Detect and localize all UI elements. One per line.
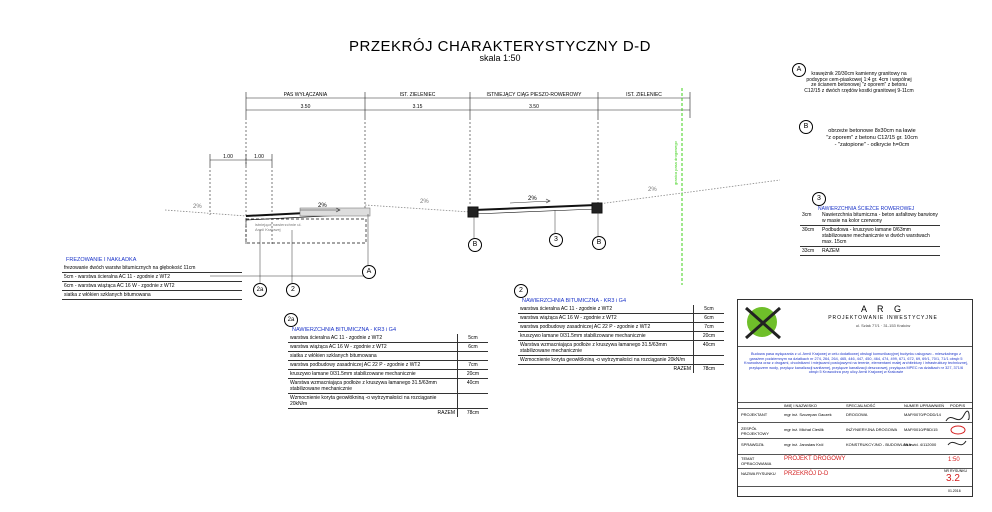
layer-cell: Podbudowa - kruszywo łamane 0/63mm stabilizowane mechanicznie w dwóch warstwach max. 15cm — [820, 226, 940, 247]
thickness-cell: 6cm — [458, 343, 489, 352]
signature-stamp-icon — [944, 409, 972, 455]
thickness-cell: 7cm — [694, 323, 725, 332]
dim-section-3-width: 3.50 — [529, 104, 539, 110]
layer-cell: warstwa wiążąca AC 16 W - zgodnie z WT2 — [288, 343, 458, 352]
legend-b-line: obrzeże betonowe 8x30cm na ławie — [828, 128, 916, 134]
thickness-cell: 7cm — [458, 361, 489, 370]
layers-2-table — [518, 305, 724, 373]
layer-cell: Nawierzchnia bitumiczna - beton asfaltowy barwiony w masie na kolor czerwony — [820, 211, 940, 226]
layers-2a-title: NAWIERZCHNIA BITUMICZNA - KR3 i G4 — [292, 327, 397, 333]
drawing-scale: skala 1:50 — [479, 53, 521, 63]
legend-a-marker: A — [792, 63, 806, 77]
thickness-cell: 20cm — [458, 370, 489, 379]
col-header: IMIĘ I NAZWISKO — [784, 403, 817, 408]
layer-cell: warstwa ścieralna AC 11 - zgodnie z WT2 — [288, 334, 458, 343]
thickness-cell: 40cm — [458, 379, 489, 394]
layer-cell: siatka z włókien szklanych bitumowana — [288, 352, 458, 361]
layer-cell: warstwa podbudowy zasadniczej AC 22 P - zgodnie z WT2 — [288, 361, 458, 370]
layer-cell: kruszywo łamane 0/31.5mm stabilizowane mechanicznie — [288, 370, 458, 379]
layer-cell: warstwa podbudowy zasadniczej AC 22 P - zgodnie z WT2 — [518, 323, 694, 332]
thickness-cell — [694, 356, 725, 365]
thickness-cell: 6cm — [694, 314, 725, 323]
table-row — [518, 332, 724, 341]
table-row — [288, 361, 488, 370]
callout-2: 2 — [286, 283, 300, 297]
layers-2a-table — [288, 334, 488, 417]
phase-label: TEMAT OPRACOWANIA — [741, 456, 772, 466]
layers-2a-marker: 2a — [284, 313, 298, 327]
total-label: RAZEM — [673, 366, 691, 372]
dim-section-1-label: PAS WYŁĄCZANIA — [283, 92, 328, 98]
thickness-cell: 30cm — [800, 226, 820, 247]
table-row — [62, 291, 242, 300]
date-value: 01.2016 — [948, 489, 961, 493]
layer-cell: Wzmocnienie koryta geowłókniną -o wytrzymałości na rozciąganie 20kN/m — [288, 394, 458, 409]
milling-table — [62, 264, 242, 300]
table-row — [800, 211, 940, 226]
dim-section-1-width: 3.50 — [300, 104, 311, 110]
person-name: mgr inż. Michał Cieślik — [784, 427, 824, 432]
table-row — [62, 264, 242, 273]
thickness-cell — [458, 394, 489, 409]
milling-title: FREZOWANIE I NAKŁADKA — [66, 257, 137, 263]
person-name: mgr inż. Szczepan Gaczek — [784, 412, 832, 417]
callout-3: 3 — [549, 233, 563, 247]
layer-cell: warstwa wiążąca AC 16 W - zgodnie z WT2 — [518, 314, 694, 323]
boundary-label: granica pasa drogowego — [673, 141, 678, 185]
company-logo-icon — [742, 304, 786, 342]
dim-section-2-label: IST. ZIELENIEC — [399, 92, 436, 98]
slope-label: 2% — [648, 187, 657, 193]
callout-a: A — [362, 265, 376, 279]
legend-a-text: krawężnik 20/30cm kamienny granitowy na podsypce cem-piaskowej 1:4 gr. 4cm i wspólnej ze ścianem betonowej "z oporem" z betonu C12/15 z dwóch rzędów kostki granitowej 9-11cm — [804, 71, 914, 94]
col-header: PODPIS — [950, 403, 966, 408]
person-spec: INŻYNIERYJNA DROGOWA — [846, 427, 898, 432]
dim-section-3-label: ISTNIEJĄCY CIĄG PIESZO-ROWEROWY — [486, 92, 582, 98]
thickness-cell: 3cm — [800, 211, 820, 226]
col-header: NUMER UPRAWNIEŃ — [904, 403, 945, 408]
layer-cell: Warstwa wzmacniająca podłoże z kruszywa łamanego 31.5/63mm stabilizowane mechanicznie — [288, 379, 458, 394]
divider — [738, 346, 972, 347]
divider — [738, 422, 972, 423]
divider — [738, 438, 972, 439]
table-row — [518, 305, 724, 314]
phase-value: PROJEKT DROGOWY — [784, 456, 846, 462]
layer-cell: Wzmocnienie koryta geowłókniną -o wytrzymałości na rozciąganie 20kN/m — [518, 356, 694, 365]
project-description: Budowa pasa wyłączania z ul. Armii Krajowej w celu dodatkowej obsługi komunikacyjnej budynku usługowo - mieszkalnego z garażem podziemnym na działkach nr 274, 264, 264, 465, 446, 447, 450, 464, 474, 499, 671, 672, 69, 69/1, 70/1, 71/1 obręb 5 Krowodrza oraz z drogami, chodnikami i miejscami postojowymi na terenie, elementami małej architektury i infrastruktury technicznej, przyłączem wody, przyłącz kanalizacji sanitarnej, przyłącze kanalizacji deszczowej, przyłącza MPEC na działkach nr 327, 371/6 obręb 5 Krowodrza przy ulicy Armii Krajowej w Krakowie — [744, 352, 968, 375]
dim-small-2: 1.00 — [254, 154, 264, 160]
person-spec: DROGOWA — [846, 412, 868, 417]
callout-b: B — [592, 236, 606, 250]
layer-cell: warstwa ścieralna AC 11 - zgodnie z WT2 — [518, 305, 694, 314]
thickness-cell: 5cm — [458, 334, 489, 343]
table-row — [518, 341, 724, 356]
layers-2-title: NAWIERZCHNIA BITUMICZNA - KR3 i G4 — [522, 298, 627, 304]
dim-section-2-width: 3.15 — [412, 104, 423, 110]
role-label: SPRAWDZIŁ — [741, 442, 765, 447]
legend-b-marker: B — [799, 120, 813, 134]
slope-label: 2% — [318, 203, 327, 209]
legend-b-line: - "zatopione" - odkrycie h=0cm — [834, 142, 910, 148]
role-label: PROJEKTANT — [741, 412, 768, 417]
divider — [738, 486, 972, 487]
table-row — [518, 356, 724, 365]
total-label: RAZEM — [437, 410, 455, 416]
thickness-cell — [458, 352, 489, 361]
scale-value: 1:50 — [948, 457, 960, 463]
slope-label: 2% — [528, 196, 537, 202]
thickness-cell: 20cm — [694, 332, 725, 341]
layers-2-marker: 2 — [514, 284, 528, 298]
table-row — [288, 379, 488, 394]
thickness-cell: 40cm — [694, 341, 725, 356]
company-name: A R G — [860, 304, 905, 314]
person-license: Nr ewid. 4/112000 — [904, 442, 937, 447]
role-label: ZESPÓŁ PROJEKTOWY — [741, 426, 769, 436]
table-row — [288, 370, 488, 379]
company-info: ul. Szlak 77/1 · 31-153 Kraków — [855, 323, 911, 328]
dim-small-1: 1.00 — [223, 154, 233, 160]
dim-section-4-label: IST. ZIELENIEC — [626, 92, 662, 98]
person-spec: KONSTRUKCYJNO - BUDOWLANA — [846, 442, 912, 447]
table-row — [62, 273, 242, 282]
layer-cell: Warstwa wzmacniająca podłoże z kruszywa łamanego 31.5/63mm stabilizowane mechanicznie — [518, 341, 694, 356]
total-value: 78cm — [458, 409, 489, 418]
legend-b-text — [812, 128, 932, 149]
drawing-name-label: NAZWA RYSUNKU — [741, 471, 776, 476]
slope-label: 2% — [193, 204, 202, 210]
table-row — [518, 323, 724, 332]
callout-b: B — [468, 238, 482, 252]
table-row — [288, 409, 488, 418]
total-label: RAZEM — [820, 247, 940, 256]
person-name: mgr inż. Jarosław Król — [784, 442, 824, 447]
person-license: MAP/0070/PODD/14 — [904, 412, 941, 417]
person-license: MAP/0010/PBD/15 — [904, 427, 938, 432]
table-row — [288, 334, 488, 343]
layer-cell: kruszywo łamane 0/31.5mm stabilizowane mechanicznie — [518, 332, 694, 341]
table-row — [518, 314, 724, 323]
drawing-name-value: PRZEKRÓJ D-D — [784, 471, 829, 477]
legend-3-marker: 3 — [812, 192, 826, 206]
slope-label: 2% — [420, 199, 429, 205]
callout-2a: 2a — [253, 283, 267, 297]
milling-row: frezowanie dwóch warstw bitumicznych na głębokość 11cm — [62, 264, 242, 273]
drawing-title: PRZEKRÓJ CHARAKTERYSTYCZNY D-D — [349, 38, 651, 55]
drawing-no-label: NR RYSUNKU — [944, 469, 968, 473]
milling-row: 5cm - warstwa ścieralna AC 11 - zgodnie z WT2 — [62, 273, 242, 282]
thickness-cell: 5cm — [694, 305, 725, 314]
table-row — [288, 343, 488, 352]
table-row — [62, 282, 242, 291]
col-header: SPECJALNOŚĆ — [846, 403, 876, 408]
divider — [738, 408, 972, 409]
existing-curb-label: istniejące nawierzchnie ul. Armii Krajowej — [255, 222, 302, 232]
company-subtitle: PROJEKTOWANIE INWESTYCYJNE — [828, 315, 938, 321]
drawing-number: 3.2 — [946, 473, 960, 484]
table-row — [518, 365, 724, 374]
legend-3-table — [800, 211, 940, 256]
table-row — [800, 247, 940, 256]
legend-3-title: NAWIERZCHNIA ŚCIEŻCE ROWEROWEJ — [818, 206, 915, 212]
milling-row: siatka z włókien szklanych bitumowana — [62, 291, 242, 300]
divider — [738, 468, 972, 469]
table-row — [288, 352, 488, 361]
title-block — [737, 299, 973, 497]
table-row — [800, 226, 940, 247]
thickness-cell: 33cm — [800, 247, 820, 256]
divider — [738, 454, 972, 455]
milling-row: 6cm - warstwa wiążąca AC 16 W - zgodnie z WT2 — [62, 282, 242, 291]
legend-b-line: "z oporem" z betonu C12/15 gr. 10cm — [826, 135, 918, 141]
table-row — [288, 394, 488, 409]
total-value: 78cm — [694, 365, 725, 374]
